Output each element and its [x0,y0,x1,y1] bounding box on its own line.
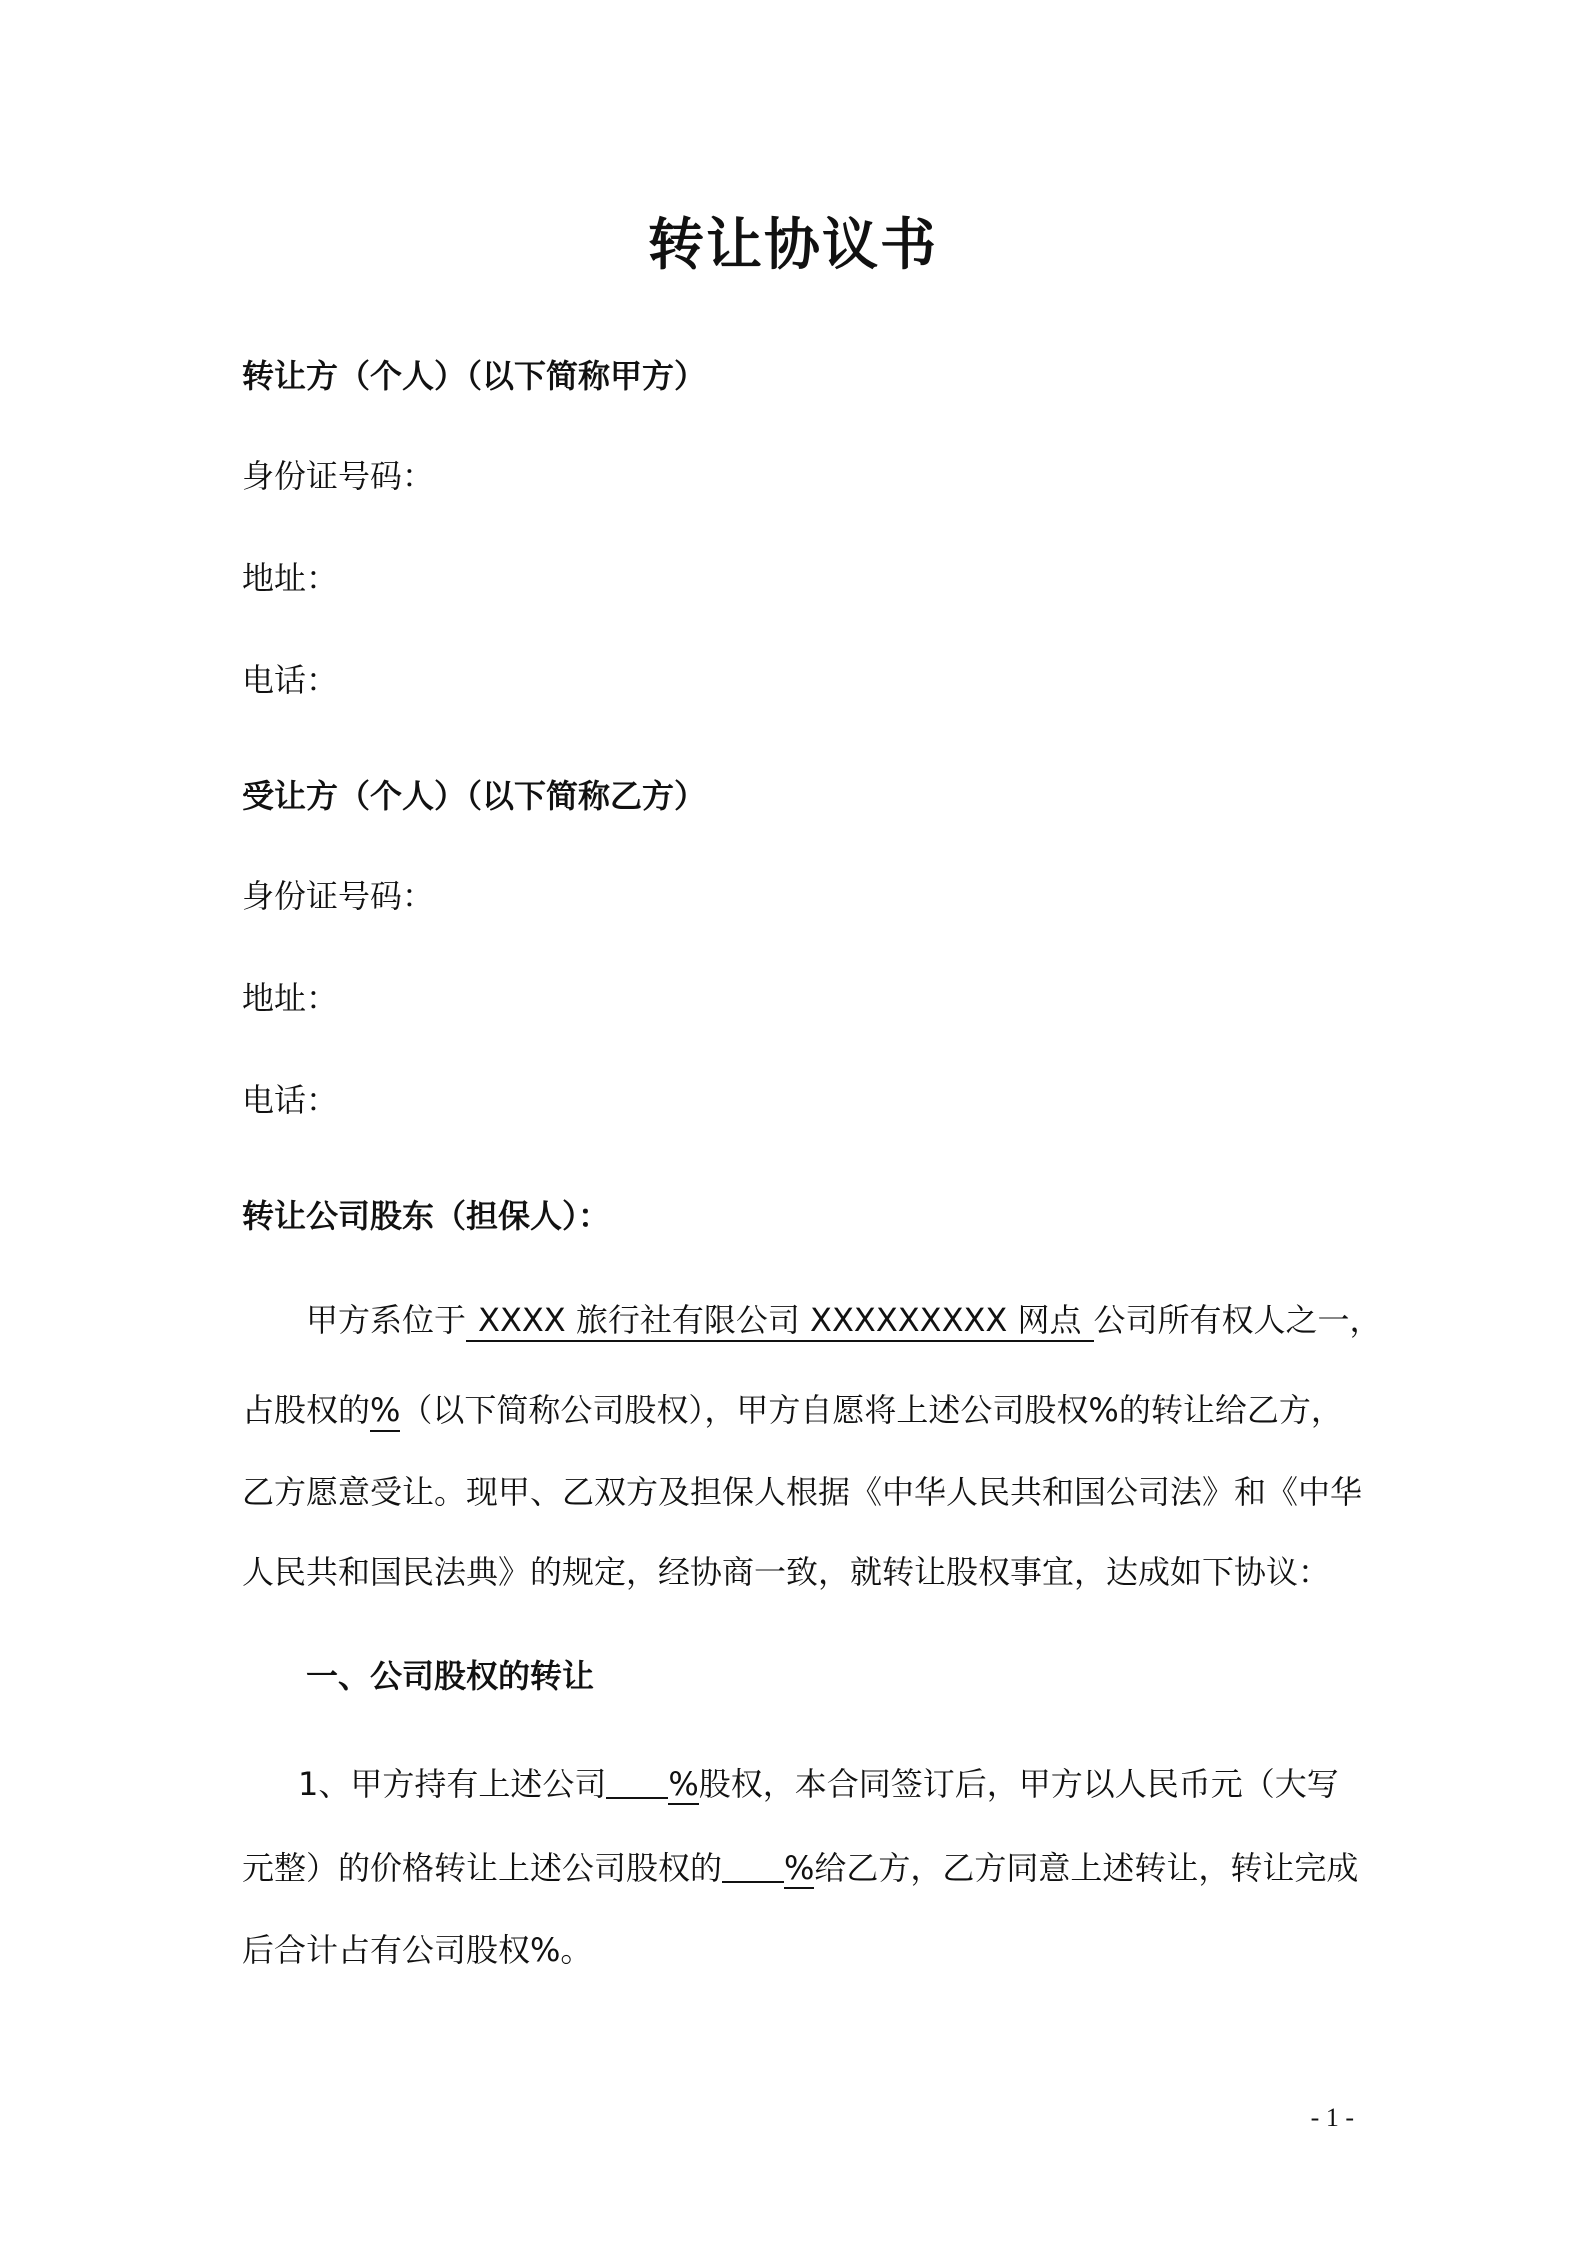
intro-line-1 [306,1298,1426,1342]
transferee-phone-label: 电话： [242,1081,339,1119]
clause1-line1-pct: % [668,1765,699,1803]
guarantor-heading: 转让公司股东（担保人）： [242,1197,611,1235]
transferee-address-label: 地址： [242,979,339,1017]
company-name-field: XXXX 旅行社有限公司 XXXXXXXXX 网点 [466,1300,1094,1342]
transferee-heading: 受让方（个人）（以下简称乙方） [242,777,707,815]
intro-line-3: 乙方愿意受让。现甲、乙双方及担保人根据《中华人民共和国公司法》和《中华 [242,1473,1363,1511]
page-number: - 1 - [1310,2103,1354,2132]
intro-line2-suffix: （以下简称公司股权），甲方自愿将上述公司股权%的转让给乙方， [400,1391,1343,1429]
intro-line-4: 人民共和国民法典》的规定，经协商一致，就转让股权事宜，达成如下协议： [242,1553,1331,1591]
clause1-blank-1 [606,1763,668,1799]
transferor-phone-label: 电话： [242,661,339,699]
clause1-line1-prefix: 1、甲方持有上述公司 [298,1765,607,1803]
intro-line2-prefix: 占股权的 [242,1391,371,1429]
clause1-line2-suffix: 给乙方，乙方同意上述转让，转让完成 [814,1849,1359,1887]
clause1-line2-pct: % [784,1849,815,1887]
intro-line1-prefix: 甲方系位于 [306,1301,467,1339]
clause-1-line-2 [242,1846,1362,1890]
equity-percent-field: % [370,1390,400,1432]
clause1-line2-prefix: 元整）的价格转让上述公司股权的 [242,1849,723,1887]
clause-1-line-3: 后合计占有公司股权%。 [242,1931,593,1969]
clause-1-line-1 [298,1762,1418,1806]
intro-line-2 [242,1388,1362,1432]
transferor-heading: 转让方（个人）（以下简称甲方） [242,357,707,395]
transferor-id-label: 身份证号码： [242,457,435,495]
transferor-address-label: 地址： [242,559,339,597]
clause1-line1-suffix: 股权，本合同签订后，甲方以人民币元（大写 [698,1765,1339,1803]
section-1-heading: 一、公司股权的转让 [306,1657,595,1695]
transferee-id-label: 身份证号码： [242,877,435,915]
clause1-blank-2 [722,1847,784,1883]
intro-line1-suffix: 公司所有权人之一， [1093,1301,1382,1339]
document-title: 转让协议书 [648,213,938,278]
